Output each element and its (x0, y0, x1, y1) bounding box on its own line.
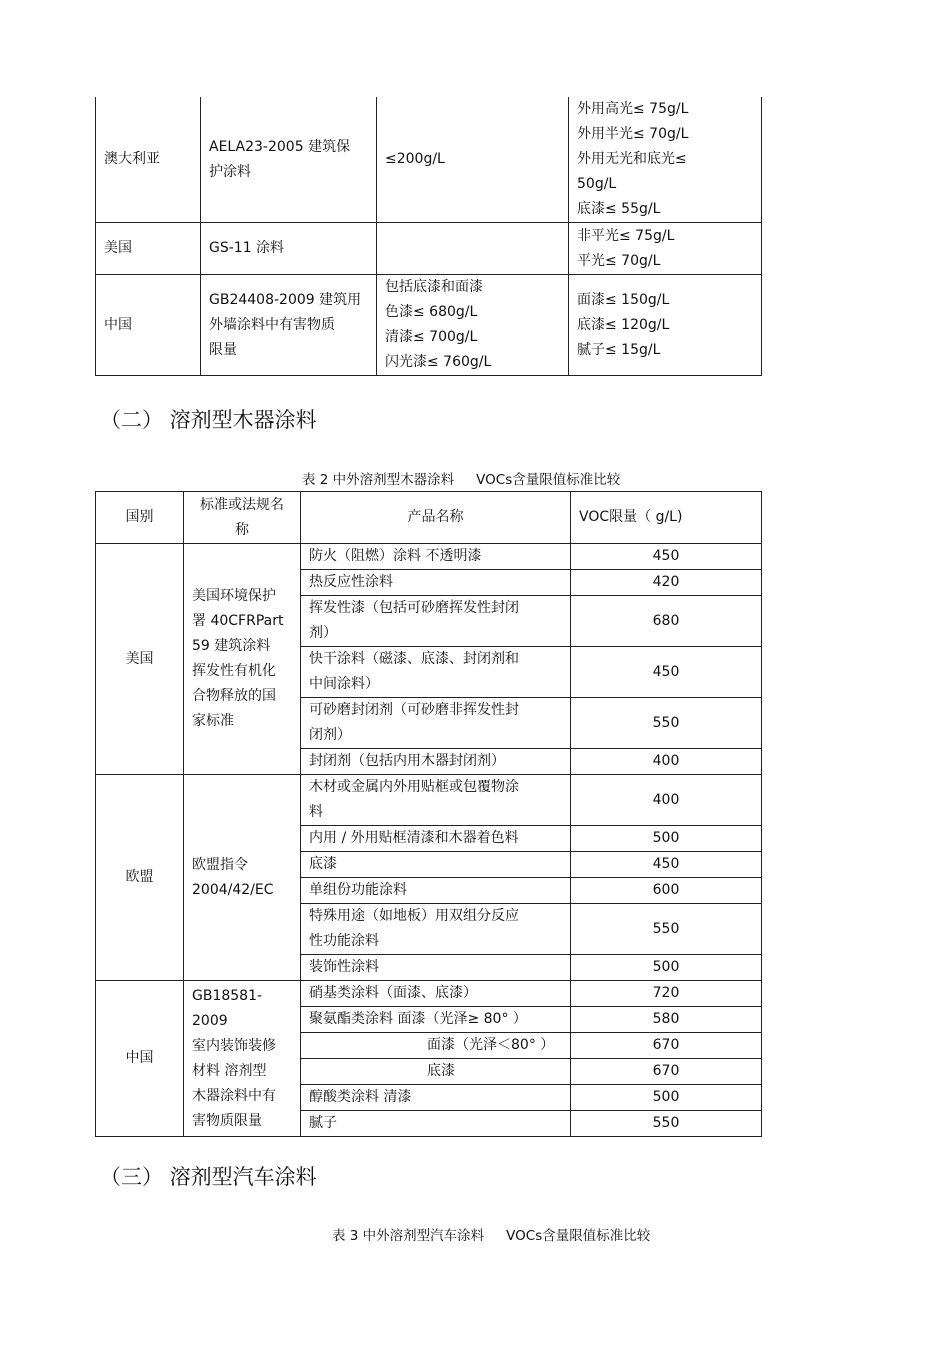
section-2-heading: （二） 溶剂型木器涂料 (100, 408, 317, 432)
standard-cell (184, 544, 301, 775)
table-1-row (96, 275, 762, 376)
detail-cell-line: 50g/L (577, 176, 617, 192)
table-3-caption-prefix: 表 3 中外溶剂型汽车涂料 (332, 1228, 485, 1244)
product-cell (301, 1033, 571, 1059)
table-2-caption-prefix: 表 2 中外溶剂型木器涂料 (302, 472, 455, 488)
detail-cell (569, 97, 762, 223)
table-2-row (96, 544, 762, 570)
table-1-row (96, 223, 762, 275)
table-2-body (96, 492, 762, 1137)
product-cell-line: 聚氨酯类涂料 面漆（光泽≥ 80° ） (309, 1011, 527, 1027)
country-cell: 中国 (96, 981, 184, 1137)
product-cell-line: 料 (309, 804, 323, 820)
voc-limit-cell: 680 (571, 596, 762, 647)
product-cell-line: 热反应性涂料 (309, 574, 393, 590)
detail-cell-line: 非平光≤ 75g/L (577, 227, 675, 244)
detail-cell-line: 平光≤ 70g/L (577, 252, 661, 269)
voc-limit-cell: 400 (571, 749, 762, 775)
standard-cell (184, 981, 301, 1137)
standard-cell-line: 署 40CFRPart (192, 613, 284, 629)
limit-cell (377, 275, 569, 376)
limit-cell-line: 闪光漆≤ 760g/L (385, 354, 492, 370)
standard-cell-line: 护涂料 (209, 163, 251, 180)
standard-cell-line: 59 建筑涂料 (192, 638, 271, 654)
product-cell-line: 防火（阻燃）涂料 不透明漆 (309, 548, 482, 564)
product-cell-line: 剂） (309, 625, 337, 641)
product-cell (301, 1007, 571, 1033)
voc-limit-cell: 670 (571, 1033, 762, 1059)
table-3-caption-suffix: VOCs含量限值标准比较 (506, 1228, 651, 1244)
voc-limit-cell: 400 (571, 775, 762, 826)
limit-cell-line: 色漆≤ 680g/L (385, 304, 478, 320)
product-cell (301, 1059, 571, 1085)
header-standard-line: 称 (235, 521, 249, 538)
product-cell-line: 可砂磨封闭剂（可砂磨非挥发性封 (309, 702, 519, 718)
table-2-row (96, 775, 762, 826)
header-standard-line: 标准或法规名 (200, 496, 284, 513)
product-cell (301, 826, 571, 852)
table-2-row (96, 981, 762, 1007)
standard-cell (201, 223, 377, 275)
detail-cell-line: 面漆≤ 150g/L (577, 291, 670, 308)
detail-cell-line: 腻子≤ 15g/L (577, 341, 661, 358)
limit-cell-line: ≤200g/L (385, 151, 445, 167)
product-cell-line: 快干涂料（磁漆、底漆、封闭剂和 (309, 651, 519, 667)
product-cell (301, 775, 571, 826)
product-cell-line: 封闭剂（包括内用木器封闭剂） (309, 753, 505, 769)
standard-cell-line: 木器涂料中有 (192, 1087, 276, 1104)
product-cell (301, 544, 571, 570)
limit-cell (377, 223, 569, 275)
detail-cell-line: 底漆≤ 55g/L (577, 201, 661, 217)
standard-cell-line: 材料 溶剂型 (192, 1062, 267, 1079)
product-cell-line: 中间涂料） (309, 676, 379, 692)
standard-cell-line: AELA23-2005 建筑保 (209, 138, 351, 155)
product-cell (301, 1085, 571, 1111)
product-cell-line: 底漆 (427, 1063, 455, 1079)
product-cell (301, 955, 571, 981)
header-product: 产品名称 (301, 492, 571, 544)
standard-cell (184, 775, 301, 981)
detail-cell (569, 223, 762, 275)
voc-limit-cell: 670 (571, 1059, 762, 1085)
table-1-body (96, 97, 762, 376)
voc-limit-cell: 450 (571, 852, 762, 878)
product-cell-line: 木材或金属内外用贴框或包覆物涂 (309, 779, 519, 795)
standard-cell-line: GS-11 涂料 (209, 240, 285, 256)
product-cell-line: 装饰性涂料 (309, 959, 379, 975)
product-cell (301, 852, 571, 878)
voc-limit-cell: 550 (571, 904, 762, 955)
table-2-caption-suffix: VOCs含量限值标准比较 (476, 472, 621, 488)
table-1 (95, 97, 762, 376)
voc-limit-cell: 450 (571, 647, 762, 698)
limit-cell-line: 包括底漆和面漆 (385, 279, 483, 295)
table-2 (95, 491, 762, 1137)
voc-limit-cell: 600 (571, 878, 762, 904)
standard-cell-line: 2004/42/EC (192, 881, 274, 898)
product-cell (301, 904, 571, 955)
product-cell-line: 腻子 (309, 1115, 337, 1131)
header-country: 国别 (96, 492, 184, 544)
voc-limit-cell: 580 (571, 1007, 762, 1033)
voc-limit-cell: 550 (571, 698, 762, 749)
product-cell-line: 内用 / 外用贴框清漆和木器着色料 (309, 830, 519, 846)
voc-limit-cell: 420 (571, 570, 762, 596)
voc-limit-cell: 450 (571, 544, 762, 570)
voc-limit-cell: 720 (571, 981, 762, 1007)
product-cell-line: 底漆 (309, 856, 337, 872)
standard-cell-line: 欧盟指令 (192, 856, 248, 873)
section-3-heading: （三） 溶剂型汽车涂料 (100, 1165, 317, 1189)
product-cell-line: 闭剂） (309, 727, 351, 743)
table-2-header-row (96, 492, 762, 544)
table-2-caption (302, 468, 620, 488)
voc-limit-cell: 500 (571, 1085, 762, 1111)
product-cell (301, 1111, 571, 1137)
standard-cell-line: 合物释放的国 (192, 688, 276, 704)
header-limit: VOC限量（ g/L) (571, 492, 762, 544)
product-cell-line: 单组份功能涂料 (309, 882, 407, 898)
country-cell: 澳大利亚 (96, 97, 201, 223)
product-cell-line: 挥发性漆（包括可砂磨挥发性封闭 (309, 600, 519, 616)
detail-cell-line: 外用高光≤ 75g/L (577, 101, 689, 117)
detail-cell-line: 外用无光和底光≤ (577, 151, 687, 167)
standard-cell-line: GB24408-2009 建筑用 (209, 291, 362, 308)
table-1-row (96, 97, 762, 223)
product-cell (301, 698, 571, 749)
product-cell (301, 596, 571, 647)
product-cell (301, 647, 571, 698)
standard-cell-line: 室内装饰装修 (192, 1037, 276, 1054)
detail-cell-line: 外用半光≤ 70g/L (577, 126, 689, 142)
limit-cell-line: 清漆≤ 700g/L (385, 329, 478, 345)
voc-limit-cell: 500 (571, 955, 762, 981)
standard-cell-line: 家标准 (192, 713, 234, 729)
product-cell-line: 面漆（光泽＜80° ） (427, 1037, 555, 1053)
standard-cell-line: 限量 (209, 341, 237, 358)
detail-cell (569, 275, 762, 376)
country-cell: 美国 (96, 223, 201, 275)
product-cell-line: 醇酸类涂料 清漆 (309, 1089, 412, 1105)
product-cell-line: 特殊用途（如地板）用双组分反应 (309, 908, 519, 924)
product-cell (301, 749, 571, 775)
standard-cell-line: 挥发性有机化 (192, 663, 276, 679)
standard-cell-line: 美国环境保护 (192, 588, 276, 604)
product-cell (301, 570, 571, 596)
header-standard (184, 492, 301, 544)
product-cell (301, 981, 571, 1007)
country-cell: 中国 (96, 275, 201, 376)
voc-limit-cell: 550 (571, 1111, 762, 1137)
product-cell-line: 性功能涂料 (309, 933, 379, 949)
country-cell: 美国 (96, 544, 184, 775)
table-3-caption (332, 1224, 650, 1244)
standard-cell (201, 97, 377, 223)
standard-cell (201, 275, 377, 376)
voc-limit-cell: 500 (571, 826, 762, 852)
country-cell: 欧盟 (96, 775, 184, 981)
product-cell-line: 硝基类涂料（面漆、底漆） (309, 985, 477, 1001)
product-cell (301, 878, 571, 904)
standard-cell-line: 害物质限量 (192, 1112, 262, 1129)
detail-cell-line: 底漆≤ 120g/L (577, 316, 670, 333)
standard-cell-line: GB18581-2009 (192, 987, 263, 1029)
standard-cell-line: 外墙涂料中有害物质 (209, 316, 335, 333)
limit-cell (377, 97, 569, 223)
